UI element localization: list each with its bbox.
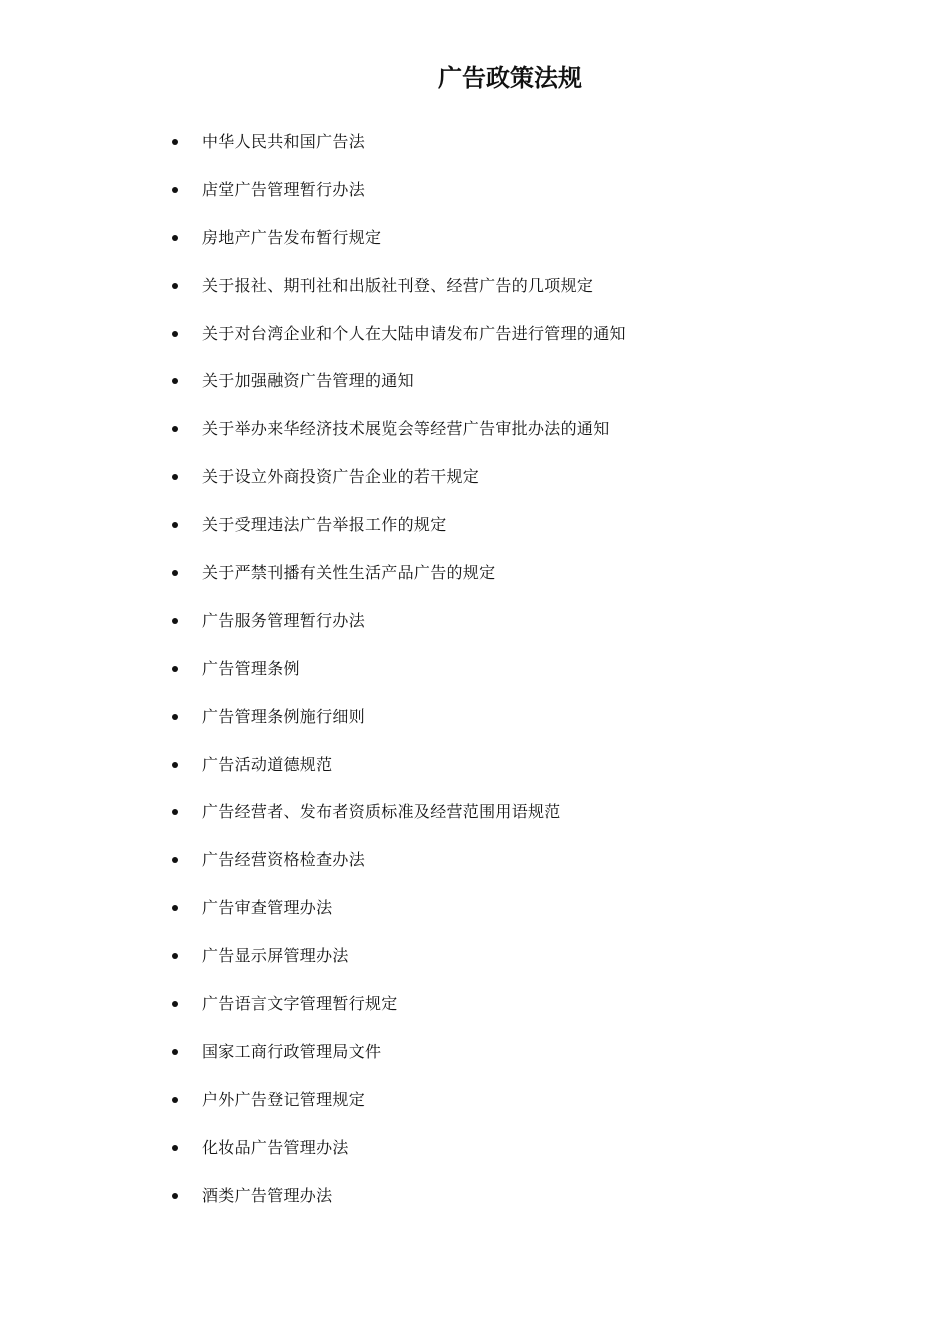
list-item[interactable]	[0, 357, 950, 405]
bullet-icon	[172, 666, 178, 672]
list-item-label[interactable]: 关于报社、期刊社和出版社刊登、经营广告的几项规定	[202, 275, 594, 295]
list-item-label[interactable]: 广告经营资格检查办法	[202, 850, 366, 870]
bullet-icon	[172, 235, 178, 241]
list-item-label[interactable]: 关于严禁刊播有关性生活产品广告的规定	[202, 563, 496, 583]
bullet-icon	[172, 283, 178, 289]
list-item-label[interactable]: 中华人民共和国广告法	[202, 132, 366, 151]
list-item[interactable]	[0, 405, 950, 453]
list-item-label[interactable]: 国家工商行政管理局文件	[202, 1041, 382, 1061]
bullet-icon	[172, 1049, 178, 1055]
list-item[interactable]	[0, 788, 950, 836]
bullet-icon	[172, 714, 178, 720]
list-item[interactable]	[0, 1124, 950, 1172]
bullet-icon	[172, 1001, 178, 1007]
list-item[interactable]	[0, 453, 950, 501]
list-item-label[interactable]: 酒类广告管理办法	[202, 1185, 333, 1205]
list-item-label[interactable]: 户外广告登记管理规定	[202, 1089, 366, 1109]
list-item[interactable]	[0, 1076, 950, 1124]
list-item-label[interactable]: 广告管理条例施行细则	[202, 706, 366, 726]
list-item-label[interactable]: 化妆品广告管理办法	[202, 1137, 349, 1157]
bullet-icon	[172, 1145, 178, 1151]
list-item[interactable]	[0, 932, 950, 980]
bullet-icon	[172, 474, 178, 480]
regulation-list	[0, 118, 950, 1219]
bullet-icon	[172, 1097, 178, 1103]
list-item[interactable]	[0, 214, 950, 262]
list-item[interactable]	[0, 884, 950, 932]
list-item[interactable]	[0, 980, 950, 1028]
bullet-icon	[172, 426, 178, 432]
bullet-icon	[172, 331, 178, 337]
bullet-icon	[172, 905, 178, 911]
list-item-label[interactable]: 关于设立外商投资广告企业的若干规定	[202, 467, 480, 487]
list-item[interactable]	[0, 501, 950, 549]
list-item[interactable]	[0, 597, 950, 645]
bullet-icon	[172, 139, 178, 145]
list-item-label[interactable]: 关于举办来华经济技术展览会等经营广告审批办法的通知	[202, 419, 610, 439]
list-item-label[interactable]: 关于对台湾企业和个人在大陆申请发布广告进行管理的通知	[202, 323, 626, 343]
list-item[interactable]	[0, 549, 950, 597]
list-item[interactable]	[0, 310, 950, 358]
list-item[interactable]	[0, 1172, 950, 1220]
list-item-label[interactable]: 广告活动道德规范	[202, 754, 333, 774]
bullet-icon	[172, 762, 178, 768]
list-item-label[interactable]: 房地产广告发布暂行规定	[202, 227, 382, 247]
list-item[interactable]	[0, 1028, 950, 1076]
bullet-icon	[172, 378, 178, 384]
bullet-icon	[172, 570, 178, 576]
list-item-label[interactable]: 关于加强融资广告管理的通知	[202, 371, 414, 391]
list-item-label[interactable]: 广告服务管理暂行办法	[202, 610, 366, 630]
list-item-label[interactable]: 广告管理条例	[202, 658, 300, 678]
bullet-icon	[172, 522, 178, 528]
page-title: 广告政策法规	[438, 63, 582, 92]
list-item-label[interactable]: 关于受理违法广告举报工作的规定	[202, 515, 447, 535]
bullet-icon	[172, 618, 178, 624]
list-item[interactable]	[0, 262, 950, 310]
bullet-icon	[172, 809, 178, 815]
list-item[interactable]	[0, 693, 950, 741]
bullet-icon	[172, 1193, 178, 1199]
list-item-label[interactable]: 广告语言文字管理暂行规定	[202, 994, 398, 1014]
bullet-icon	[172, 953, 178, 959]
list-item[interactable]	[0, 166, 950, 214]
list-item[interactable]	[0, 118, 950, 166]
list-item-label[interactable]: 店堂广告管理暂行办法	[202, 179, 366, 199]
list-item-label[interactable]: 广告显示屏管理办法	[202, 946, 349, 966]
list-item[interactable]	[0, 836, 950, 884]
bullet-icon	[172, 187, 178, 193]
list-item[interactable]	[0, 741, 950, 789]
bullet-icon	[172, 857, 178, 863]
list-item-label[interactable]: 广告经营者、发布者资质标准及经营范围用语规范	[202, 802, 561, 822]
list-item[interactable]	[0, 645, 950, 693]
list-item-label[interactable]: 广告审查管理办法	[202, 898, 333, 918]
